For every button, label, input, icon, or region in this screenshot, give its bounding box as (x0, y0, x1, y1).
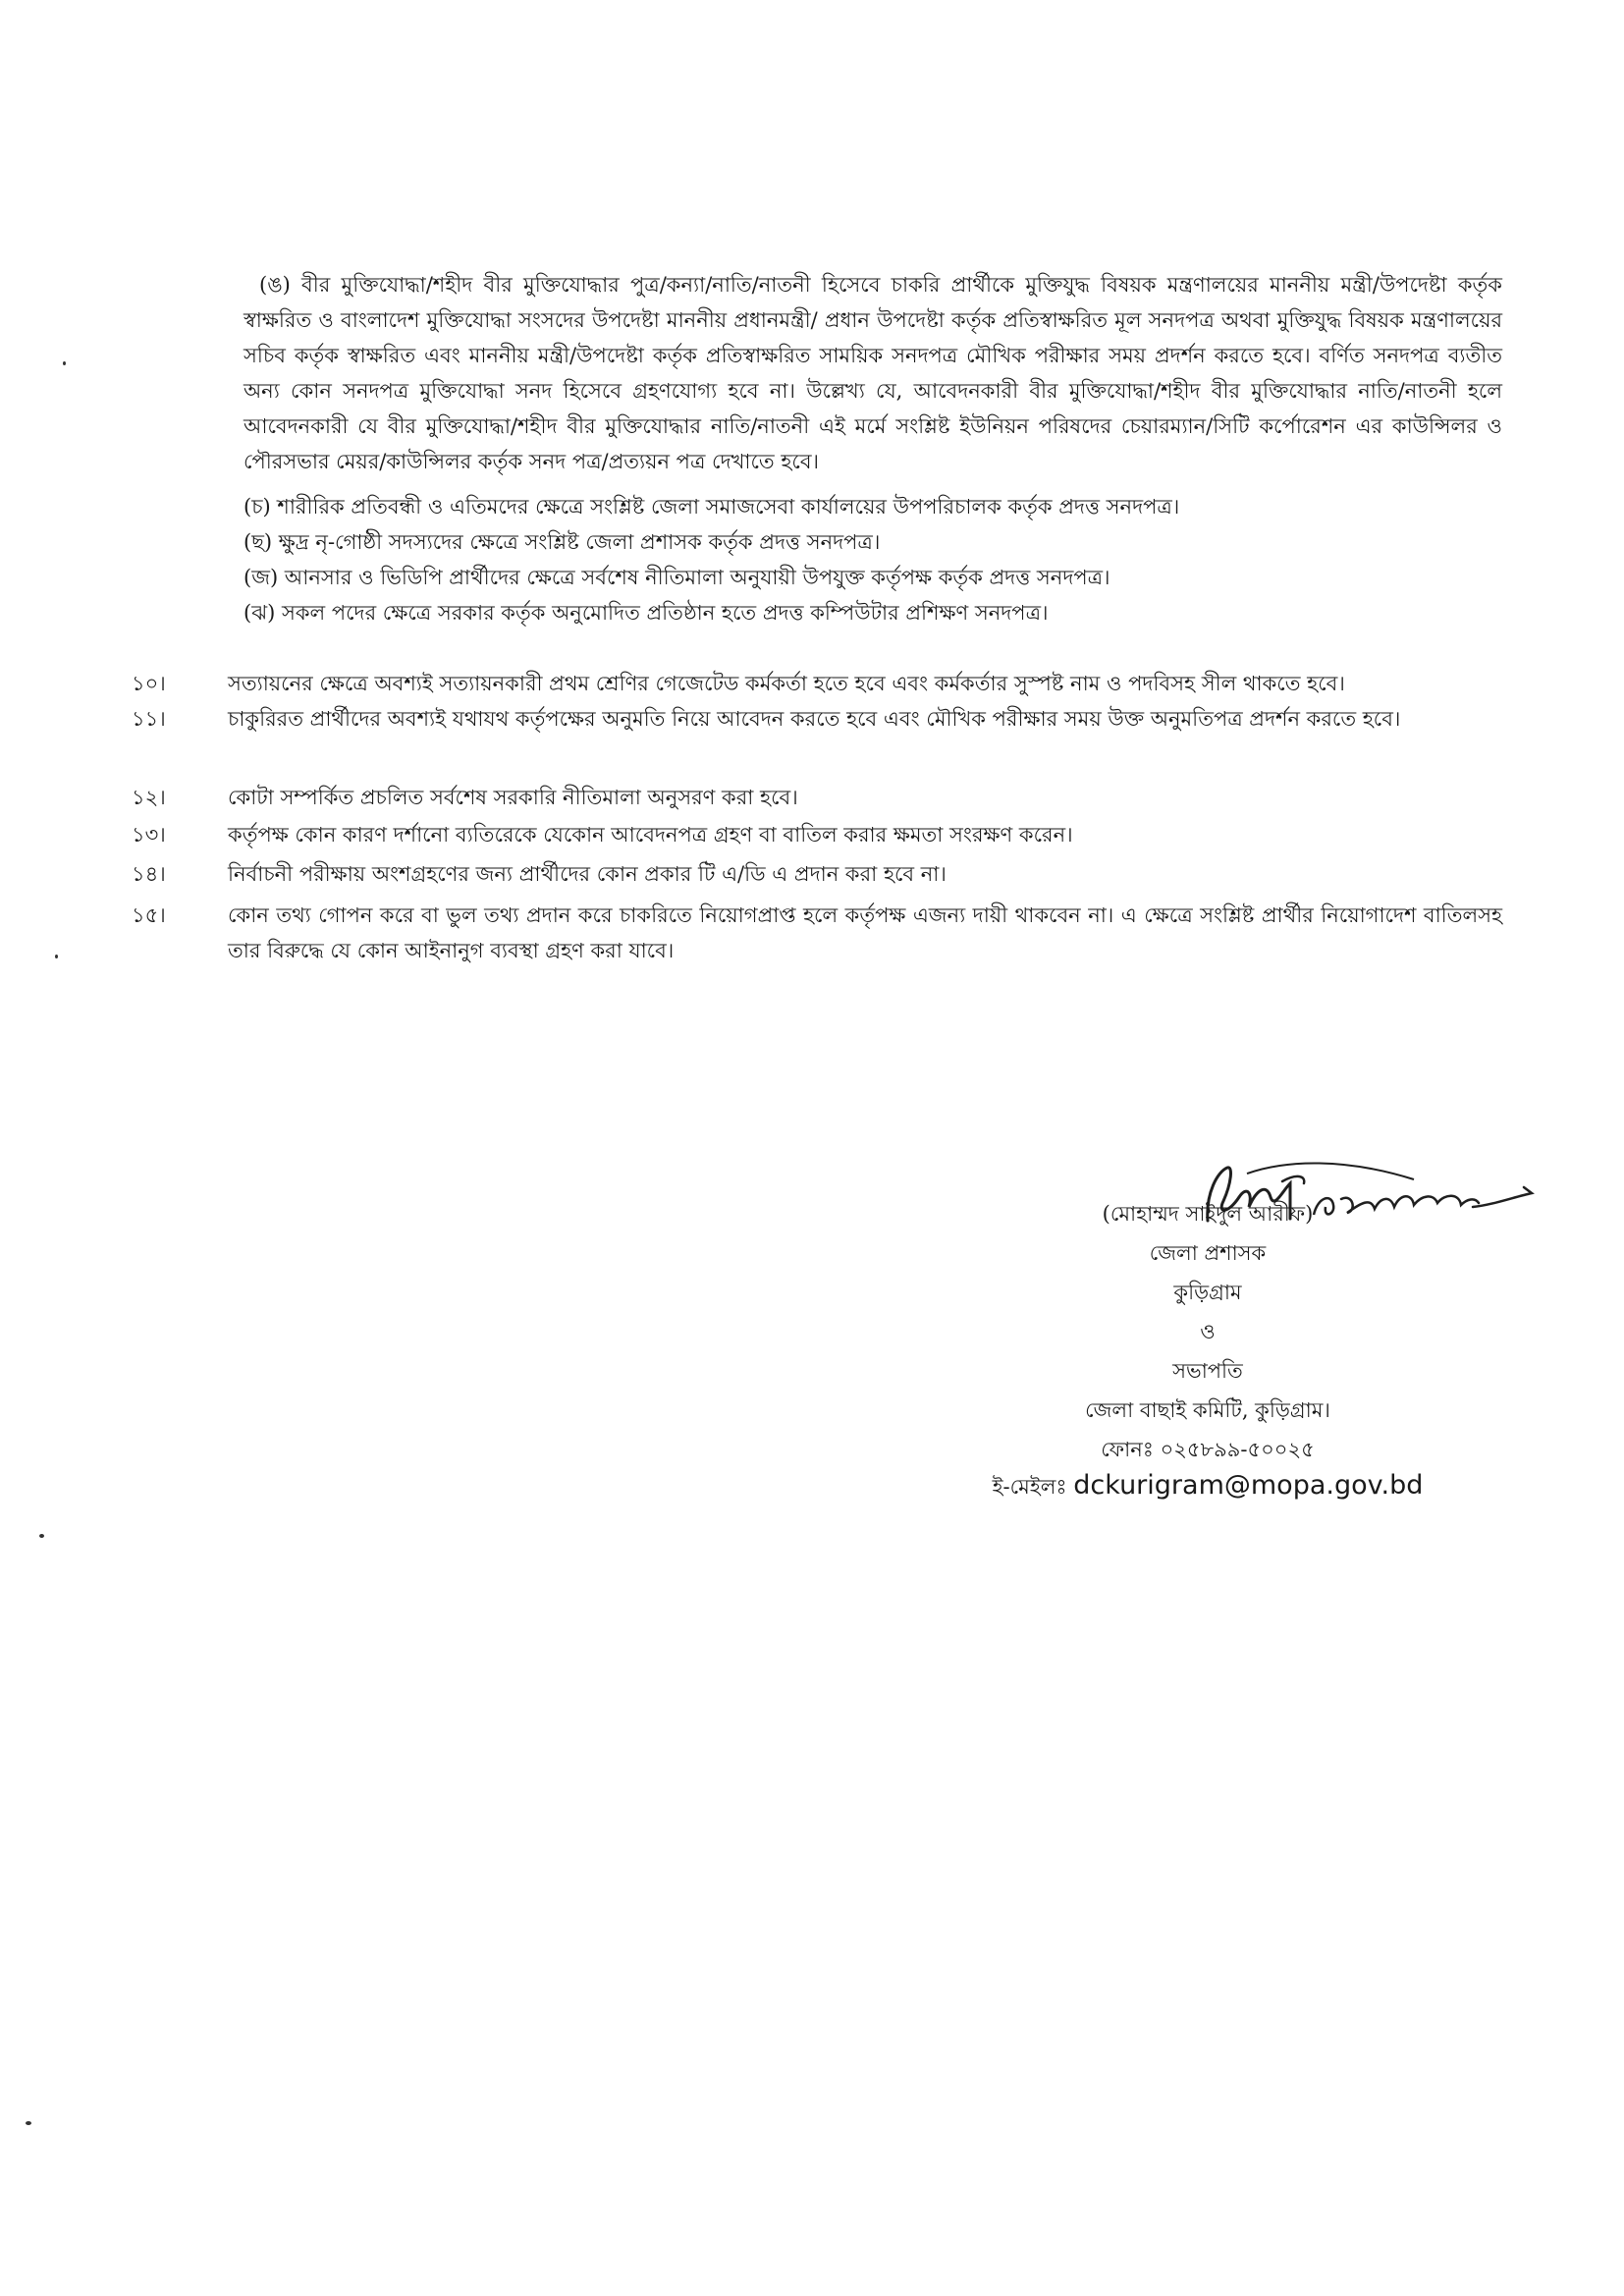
item-text: কর্তৃপক্ষ কোন কারণ দর্শানো ব্যতিরেকে যেকোন আবেদনপত্র গ্রহণ বা বাতিল করার ক্ষমতা সংরক্ষণ করেন। (228, 823, 1073, 847)
signatory-conjunction: ও (1200, 1320, 1216, 1343)
email-line (982, 1470, 1434, 1505)
sub-item-chha: (ছ) ক্ষুদ্র নৃ-গোষ্ঠী সদস্যদের ক্ষেত্রে সংশ্লিষ্ট জেলা প্রশাসক কর্তৃক প্রদত্ত সনদপত্র। (244, 530, 881, 554)
signatory-block (982, 1194, 1434, 1469)
sub-item-ja: (জ) আনসার ও ভিডিপি প্রার্থীদের ক্ষেত্রে সর্বশেষ নীতিমালা অনুযায়ী উপযুক্ত কর্তৃপক্ষ কর্তৃক প্রদত্ত সনদপত্র। (244, 566, 1110, 589)
item-text: কোন তথ্য গোপন করে বা ভুল তথ্য প্রদান করে চাকরিতে নিয়োগপ্রাপ্ত হলে কর্তৃপক্ষ এজন্য দায়ী থাকবেন না। এ ক্ষেত্রে সংশ্লিষ্ট প্রার্থীর নিয়োগাদেশ বাতিলসহ তার বিরুদ্ধে যে কোন আইনানুগ ব্যবস্থা গ্রহণ করা যাবে। (228, 903, 1502, 962)
item-text: সত্যায়নের ক্ষেত্রে অবশ্যই সত্যায়নকারী প্রথম শ্রেণির গেজেটেড কর্মকর্তা হতে হবে এবং কর্মকর্তার সুস্পষ্ট নাম ও পদবিসহ সীল থাকতে হবে। (228, 672, 1345, 695)
item-number: ১১। (132, 707, 166, 731)
item-number: ১৩। (132, 823, 166, 847)
item-number: ১৫। (132, 903, 166, 927)
signatory-district: কুড়িগ্রাম (1173, 1281, 1242, 1304)
email-address: dckurigram@mopa.gov.bd (1073, 1470, 1424, 1501)
scan-speck (55, 955, 58, 958)
signatory-name: (মোহাম্মদ সাইদুল আরীফ) (1102, 1202, 1314, 1226)
sub-item-jha: (ঝ) সকল পদের ক্ষেত্রে সরকার কর্তৃক অনুমোদিত প্রতিষ্ঠান হতে প্রদত্ত কম্পিউটার প্রশিক্ষণ সনদপত্র। (244, 601, 1049, 625)
sub-item-cha: (চ) শারীরিক প্রতিবন্ধী ও এতিমদের ক্ষেত্রে সংশ্লিষ্ট জেলা সমাজসেবা কার্যালয়ের উপপরিচালক কর্তৃক প্রদত্ত সনদপত্র। (244, 495, 1180, 519)
sub-item-uma: (ঙ) বীর মুক্তিযোদ্ধা/শহীদ বীর মুক্তিযোদ্ধার পুত্র/কন্যা/নাতি/নাতনী হিসেবে চাকরি প্রার্থীকে মুক্তিযুদ্ধ বিষয়ক মন্ত্রণালয়ের মাননীয় মন্ত্রী/উপদেষ্টা কর্তৃক স্বাক্ষরিত ও বাংলাদেশ মুক্তিযোদ্ধা সংসদের উপদেষ্টা মাননীয় প্রধানমন্ত্রী/ প্রধান উপদেষ্টা কর্তৃক প্রতিস্বাক্ষরিত মূল সনদপত্র অথবা মুক্তিযুদ্ধ বিষয়ক মন্ত্রণালয়ের সচিব কর্তৃক স্বাক্ষরিত এবং মাননীয় মন্ত্রী/উপদেষ্টা কর্তৃক প্রতিস্বাক্ষরিত সাময়িক সনদপত্র মৌখিক পরীক্ষার সময় প্রদর্শন করতে হবে। বর্ণিত সনদপত্র ব্যতীত অন্য কোন সনদপত্র মুক্তিযোদ্ধা সনদ হিসেবে গ্রহণযোগ্য হবে না। উল্লেখ্য যে, আবেদনকারী বীর মুক্তিযোদ্ধা/শহীদ বীর মুক্তিযোদ্ধার নাতি/নাতনী হলে আবেদনকারী যে বীর মুক্তিযোদ্ধা/শহীদ বীর মুক্তিযোদ্ধার নাতি/নাতনী এই মর্মে সংশ্লিষ্ট ইউনিয়ন পরিষদের চেয়ারম্যান/সিটি কর্পোরেশন এর কাউন্সিলর ও পৌরসভার মেয়র/কাউন্সিলর কর্তৃক সনদ পত্র/প্রত্যয়ন পত্র দেখাতে হবে। (244, 273, 1502, 473)
signatory-phone: ফোনঃ ০২৫৮৯৯-৫০০২৫ (1101, 1438, 1315, 1461)
signatory-committee: জেলা বাছাই কমিটি, কুড়িগ্রাম। (1085, 1398, 1330, 1422)
scan-speck (63, 361, 66, 365)
item-number: ১০। (132, 672, 166, 695)
item-text: নির্বাচনী পরীক্ষায় অংশগ্রহণের জন্য প্রার্থীদের কোন প্রকার টি এ/ডি এ প্রদান করা হবে না। (228, 862, 947, 886)
item-text: কোটা সম্পর্কিত প্রচলিত সর্বশেষ সরকারি নীতিমালা অনুসরণ করা হবে। (228, 786, 798, 809)
item-number: ১৪। (132, 862, 166, 886)
scan-speck (39, 1534, 44, 1538)
signatory-designation: জেলা প্রশাসক (1149, 1241, 1267, 1265)
signatory-role: সভাপতি (1172, 1359, 1243, 1383)
email-label: ই-মেইলঃ (992, 1475, 1067, 1499)
item-text: চাকুরিরত প্রার্থীদের অবশ্যই যথাযথ কর্তৃপক্ষের অনুমতি নিয়ে আবেদন করতে হবে এবং মৌখিক পরীক্ষার সময় উক্ত অনুমতিপত্র প্রদর্শন করতে হবে। (228, 707, 1401, 731)
scan-speck (26, 2121, 31, 2125)
item-number: ১২। (132, 786, 166, 809)
